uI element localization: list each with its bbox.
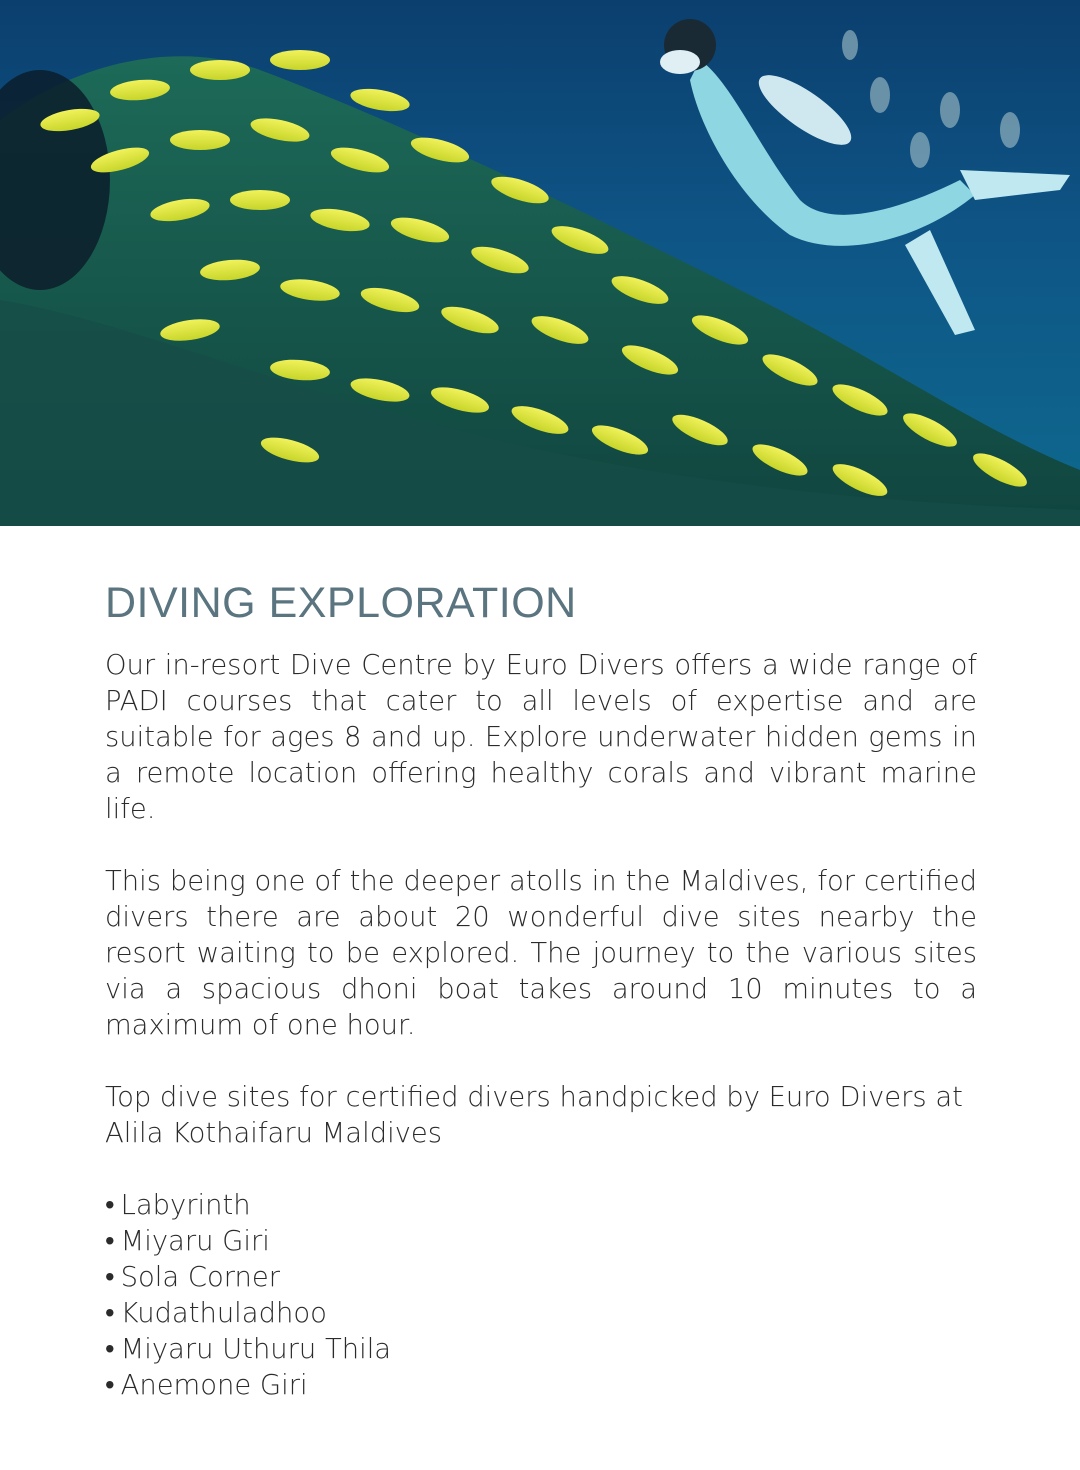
list-item: • Miyaru Giri [105,1224,977,1260]
hero-image [0,0,1080,526]
list-item: • Anemone Giri [105,1368,977,1404]
dive-sites-paragraph: This being one of the deeper atolls in the Maldives, for certified divers there are about 20 wonderful dive sites nearby the resort waiting to be explored. The journey to the various sites via a spacious dhoni boat takes around 10 minutes to a maximum of one hour. [105,866,977,1041]
distant-fish [842,30,1020,168]
list-item: • Sola Corner [105,1260,977,1296]
dive-sites-list [105,1188,977,1404]
list-item: • Kudathuladhoo [105,1296,977,1332]
list-item: • Miyaru Uthuru Thila [105,1332,977,1368]
intro-paragraph: Our in-resort Dive Centre by Euro Divers offers a wide range of PADI courses that cater to all levels of expertise and are suitable for ages 8 and up. Explore underwater hidden gems in a remote location offering healthy corals and vibrant marine life. [105,650,977,825]
reef-diver-illustration [0,0,1080,526]
top-sites-heading: Top dive sites for certified divers handpicked by Euro Divers at Alila Kothaifaru Maldives [105,1082,963,1149]
list-item: • Labyrinth [105,1188,977,1224]
diving-section [105,578,977,1404]
section-title: DIVING EXPLORATION [105,579,577,627]
